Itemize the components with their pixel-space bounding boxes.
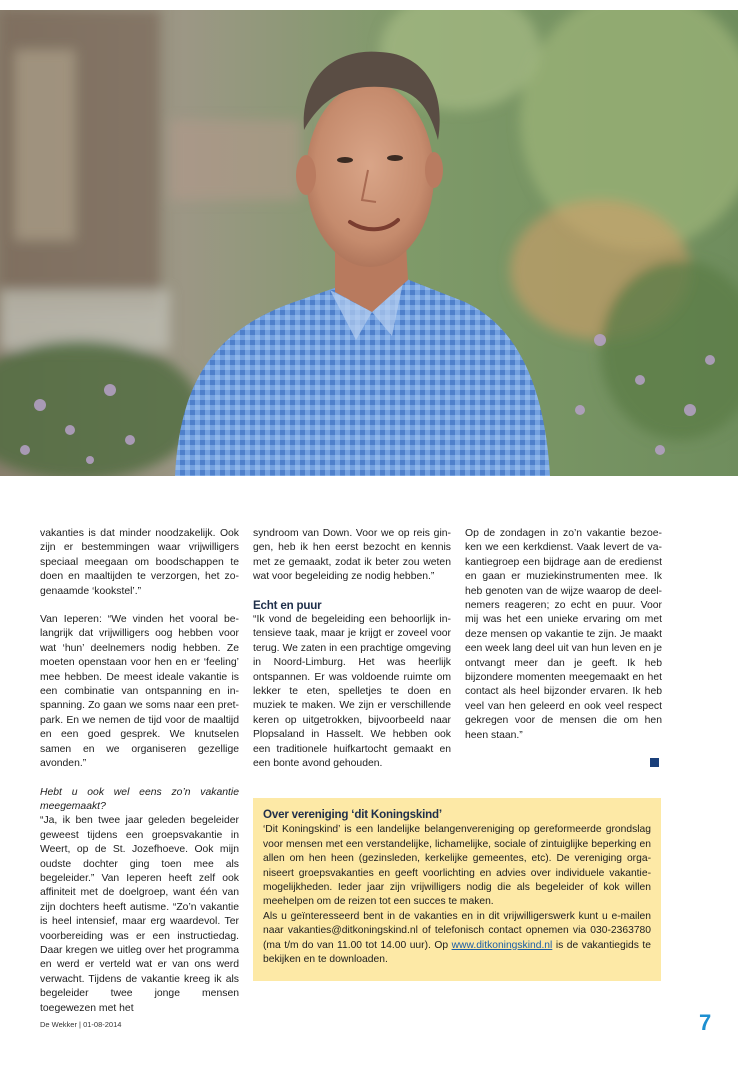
subheading: Echt en puur <box>253 598 322 612</box>
paragraph: syndroom van Down. Voor we op reis gingen, heb ik hen eerst bezocht en kennis met ze gemaakt, zodat ik beter zou weten wat voor begeleiding ze nodig hebben.” <box>253 528 451 583</box>
interview-question: Hebt u ook wel eens zo’n vakantie meegemaakt? <box>40 786 239 812</box>
contact-text-end: is de vakantiegids te bekijken en te downloaden. <box>263 939 651 966</box>
portrait-photo <box>0 10 738 476</box>
paragraph: “Ik vond de begeleiding een behoorlijk intensieve taak, maar je krijgt er zoveel voor terug. We zaten in een prachtige omgeving in Noord-Limburg. Het was heerlijk ontspannen. Er was voldoende ruimte om lekker te eten, spelletjes te doen en muziek te maken. We zijn er verschillende keren op uitgetrokken, bijvoorbeeld naar Plopsaland in Hasselt. We hebben ook een traditionele huifkartocht gemaakt en een bonte avond gehouden. <box>253 614 451 770</box>
info-box <box>253 798 661 981</box>
article-column-3 <box>465 527 662 743</box>
website-link[interactable]: www.ditkoningskind.nl <box>451 939 553 951</box>
paragraph: Van Ieperen: “We vinden het vooral belangrijk dat vrijwilligers oog hebben voor wat ‘hun’ deelnemers nodig hebben. Ze moeten openstaan voor hen en er ‘feeling’ mee hebben. De meest ideale vakantie is een combinatie van ontspanning en inspanning. Zo gaan we soms naar een pretpark. En we nemen de tijd voor de maaltijd en een goed gesprek. We knutselen samen en we organiseren gezellige avonden.” <box>40 614 239 770</box>
info-box-paragraph-contact <box>263 910 651 968</box>
article-column-1 <box>40 527 239 1016</box>
paragraph: “Ja, ik ben twee jaar geleden begeleider geweest tijdens een groepsvakantie in Weert, op de St. Jozefhoeve. Ook mijn oudste dochter ging toen mee als begeleider.” Van Ieperen heeft zelf ook affiniteit met de doelgroep, want één van zijn dochters heeft autisme. “Zo’n vakantie is heel intensief, maar erg waardevol. Ter voorbereiding was er een instructiedag. Daar kregen we uitleg over het programma en werd er verteld wat er van ons werd verwacht. Tijdens de vakantie kreeg ik als begeleider twee jonge mensen toegewezen met het <box>40 815 239 1014</box>
info-box-paragraph: ‘Dit Koningskind’ is een landelijke belangenvereniging op gereformeerde grondslag voor mensen met een verstandelijke, lichamelijke, sociale of zintuiglijke beperking en allen om hen heen (gezinsleden, kerkelijke gemeentes, etc). De vereniging organiseert groepsvakanties en geeft voorlichting en advies over individuele vakantiemogelijkheden. Ieder jaar zijn vrijwilligers nodig die als begeleider of kok willen meehelpen om de reizen tot een succes te maken. <box>263 824 651 908</box>
article-column-2 <box>253 527 451 772</box>
paragraph: vakanties is dat minder noodzakelijk. Ook zijn er bestemmingen waar vrijwilligers speciaal meegaan om boodschappen te doen en maaltijden te verzorgen, het zogenaamde ‘kookstel’.” <box>40 528 239 597</box>
footer-publication: De Wekker | 01-08-2014 <box>40 1020 122 1029</box>
info-box-title: Over vereniging ‘dit Koningskind’ <box>263 808 442 821</box>
article-end-marker <box>650 758 659 767</box>
page-number: 7 <box>699 1010 712 1035</box>
paragraph: Op de zondagen in zo’n vakantie bezoeken we een kerkdienst. Vaak levert de vakantiegroep een bijdrage aan de eredienst en gaan er muziekinstrumenten mee. Ik heb genoten van de wijze waarop de deelnemers reageren; zo echt en puur. Voor mij was het een unieke ervaring om met deze mensen op vakantie te zijn. Je maakt een week lang deel uit van hun leven en je ontvangt meer dan je geeft. Ik heb bijzondere momenten meegemaakt en het contact als heel bijzonder ervaren. Ik heb veel van hen geleerd en ook veel respect gekregen voor de mensen die om hen heen staan.” <box>465 528 662 741</box>
contact-text: Als u geïnteresseerd bent in de vakanties en in dit vrijwilligerswerk kunt u e-mailen naar vakanties@ditkoningskind.nl of telefonisch contact opnemen via 030-2363780 (ma t/m do van 11.00 tot 14.00 uur). Op <box>263 910 651 951</box>
photo-illustration <box>0 10 738 476</box>
